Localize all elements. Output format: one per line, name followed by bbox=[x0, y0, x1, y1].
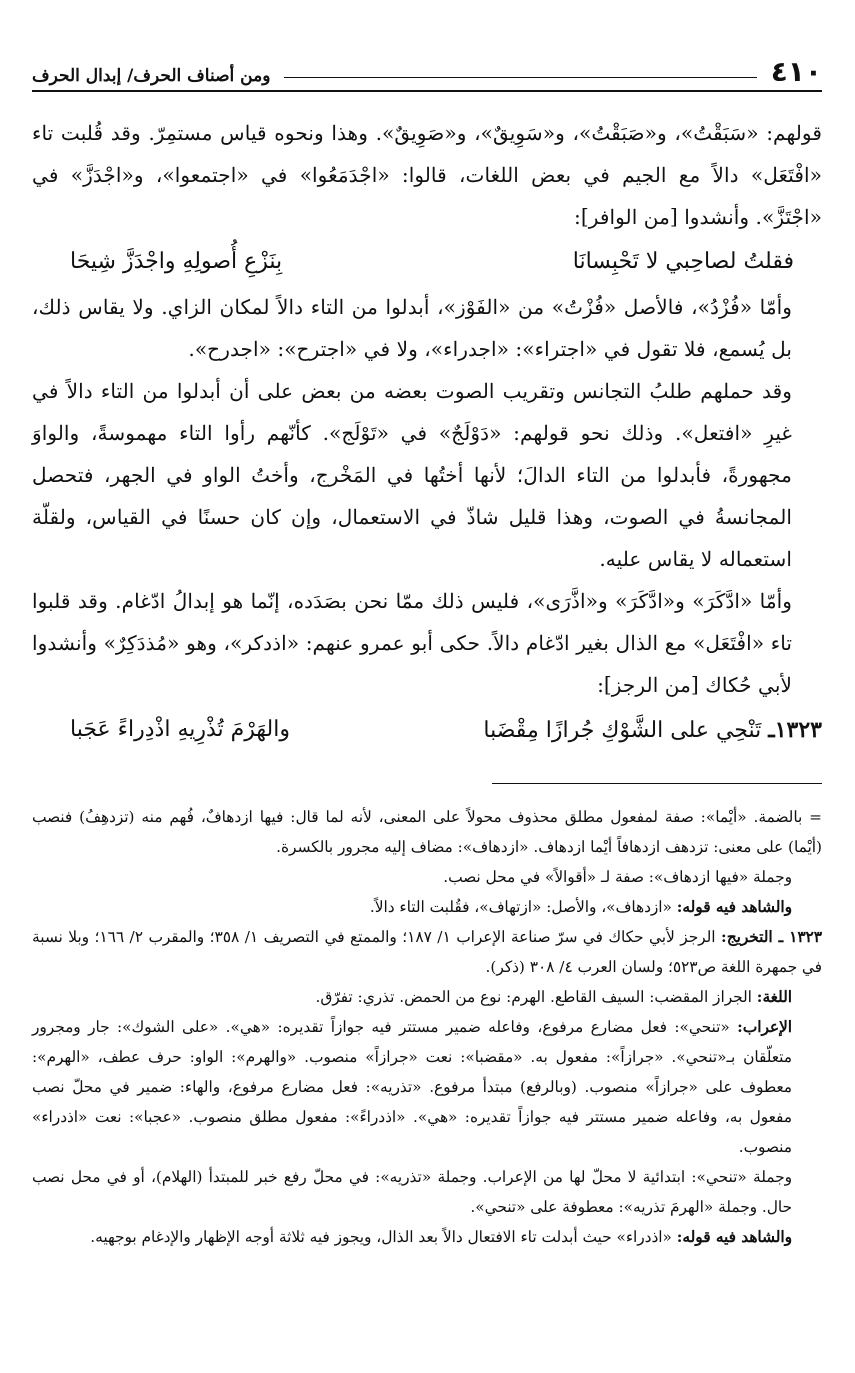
page-header bbox=[32, 44, 822, 92]
footnote-divider bbox=[492, 783, 822, 784]
footnote-body: الجراز المقضب: السيف القاطع. الهرم: نوع من الحمض. تذري: تفرّق. bbox=[315, 988, 752, 1006]
footnote-text bbox=[32, 892, 822, 922]
footnote-text bbox=[32, 1222, 822, 1252]
footnote-text: وجملة «فيها ازدهاف»: صفة لـ «أقوالاً» في محل نصب. bbox=[443, 868, 792, 886]
footnote-label: الإعراب: bbox=[737, 1018, 792, 1036]
footnote-text: وجملة «تنحي»: ابتدائية لا محلّ لها من الإعراب. وجملة «تذريه»: في محلّ رفع خبر للمبتدأ (الهلام)، أو في محل نصب حال. وجملة «الهرمَ تذريه»: معطوفة على «تنحي». bbox=[32, 1168, 792, 1216]
running-title: ومن أصناف الحرف/ إبدال الحرف bbox=[32, 66, 271, 86]
footnote-text bbox=[32, 922, 822, 982]
page-number: ٤١٠ bbox=[770, 55, 822, 88]
paragraph: قولهم: «سَبَقْتُ»، و«صَبَقْتُ»، و«سَوِيقٌ»، و«صَوِيقٌ». وهذا ونحوه قياس مستمِرّ. وقد قُلبت تاء «افْتَعَل» دالاً مع الجيم في بعض اللغات، قالوا: «اجْدَمَعُوا» في «اجتمعوا»، و«اجْدَزَّ» في «اجْتَزَّ». وأنشدوا [من الوافر]: bbox=[32, 121, 822, 229]
footnote-label: والشاهد فيه قوله: bbox=[676, 898, 792, 916]
footnote-body: الرجز لأبي حكاك في سرّ صناعة الإعراب ١/ ١٨٧؛ والممتع في التصريف ١/ ٣٥٨؛ والمقرب ٢/ ١٦٦؛ وبلا نسبة في جمهرة اللغة ص٥٢٣؛ ولسان العرب ٤/ ٣٠٨ (ذكر). bbox=[32, 928, 822, 976]
footnote-label: ١٣٢٣ ـ التخريج: bbox=[721, 928, 822, 946]
footnote-label: والشاهد فيه قوله: bbox=[676, 1228, 792, 1246]
footnote-body: «ازدهاف»، والأصل: «ازتهاف»، فقُلبت التاء دالاً. bbox=[369, 898, 672, 916]
verse-first-part bbox=[483, 706, 822, 755]
footnote-text bbox=[32, 982, 822, 1012]
main-text bbox=[32, 112, 822, 755]
paragraph: وقد حملهم طلبُ التجانس وتقريب الصوت بعضه من بعض على أن أبدلوا من التاء دالاً في غيرِ «افتعل». وذلك نحو قولهم: «دَوْلَجٌ» في «تَوْلَج». كأنّهم رأوا التاء مهموسةً، والواوَ مجهورةً، فأبدلوا من التاء الدالَ؛ لأنها أختُها في المَخْرج، وأختُ الواو في الجهر، فتحصل المجانسةُ في الصوت، وهذا قليل شاذّ في الاستعمال، وإن كان حسنًا في القياس، ولقلّة استعماله لا يقاس عليه. bbox=[32, 379, 792, 571]
footnotes bbox=[32, 802, 822, 1252]
verse-first-hemistich: تَنْحِي على الشَّوْكِ جُرازًا مِقْضَبا bbox=[483, 718, 762, 743]
header-rule bbox=[284, 77, 756, 78]
paragraph: وأمّا «فُزْدُ»، فالأصل «فُزْتُ» من «الفَوْز»، أبدلوا من التاء دالاً لمكان الزاي. ولا يقاس ذلك، بل يُسمع، فلا تقول في «اجتراء»: «اجدراء»، ولا في «اجترح»: «اجدرح». bbox=[32, 295, 792, 361]
verse-second-hemistich: والهَرْمَ تُذْرِيهِ اذْدِراءً عَجَبا bbox=[70, 717, 290, 742]
verse-first-hemistich: فقلتُ لصاحِبي لا تَحْبِسانَا bbox=[572, 249, 794, 274]
footnote-body: «اذدراء» حيث أبدلت تاء الافتعال دالاً بعد الذال، ويجوز فيه ثلاثة أوجه الإظهار والإدغام بوجهيه. bbox=[90, 1228, 672, 1246]
footnote-label: اللغة: bbox=[756, 988, 792, 1006]
verse-second-hemistich: بِنَزْعِ أُصولِهِ واجْدَزَّ شِيحَا bbox=[70, 249, 283, 274]
footnote-body: «تنحي»: فعل مضارع مرفوع، وفاعله ضمير مستتر فيه جوازاً تقديره: «هي». «على الشوك»: جار ومجرور متعلّقان بـ«تنحي». «جرازاً»: مفعول به. «مقضبا»: نعت «جرازاً» منصوب. «والهرم»: الواو: حرف عطف، «الهرم»: معطوف على «جرازاً» منصوب. (وبالرفع) مبتدأ مرفوع. «تذريه»: فعل مضارع مرفوع، والهاء: ضمير في محلّ نصب مفعول به، وفاعله ضمير مستتر فيه جوازاً تقديره: «هي». «اذدراءً»: مفعول مطلق منصوب. «عجبا»: نعت «اذدراء» منصوب. bbox=[32, 1018, 792, 1156]
verse-line bbox=[32, 706, 822, 755]
book-page bbox=[32, 44, 822, 1252]
verse-number: ١٣٢٣ـ bbox=[768, 717, 822, 743]
footnote-text bbox=[32, 1012, 822, 1162]
verse-line bbox=[32, 238, 822, 286]
paragraph: وأمّا «ادَّكَرَ» و«ادَّكَرَ» و«اذَّرَى»، فليس ذلك ممّا نحن بصَدَده، إنّما هو إبدالُ ادّغام. وقد قلبوا تاء «افْتَعَل» مع الذال بغير ادّغام دالاً. حكى أبو عمرو عنهم: «اذدكر»، وهو «مُذدَكِرٌ» وأنشدوا لأبي حُكاك [من الرجز]: bbox=[32, 589, 792, 697]
footnote-text: = بالضمة. «أيْما»: صفة لمفعول مطلق محذوف محولاً على المعنى، لأنه لما قال: فيها ازدهافٌ، فُهم منه (تزدهِفُ) فنصب (أيْما) على معنى: تزدهف ازدهافاً أيْما ازدهاف. «ازدهاف»: مضاف إليه مجرور بالكسرة. bbox=[32, 808, 822, 856]
